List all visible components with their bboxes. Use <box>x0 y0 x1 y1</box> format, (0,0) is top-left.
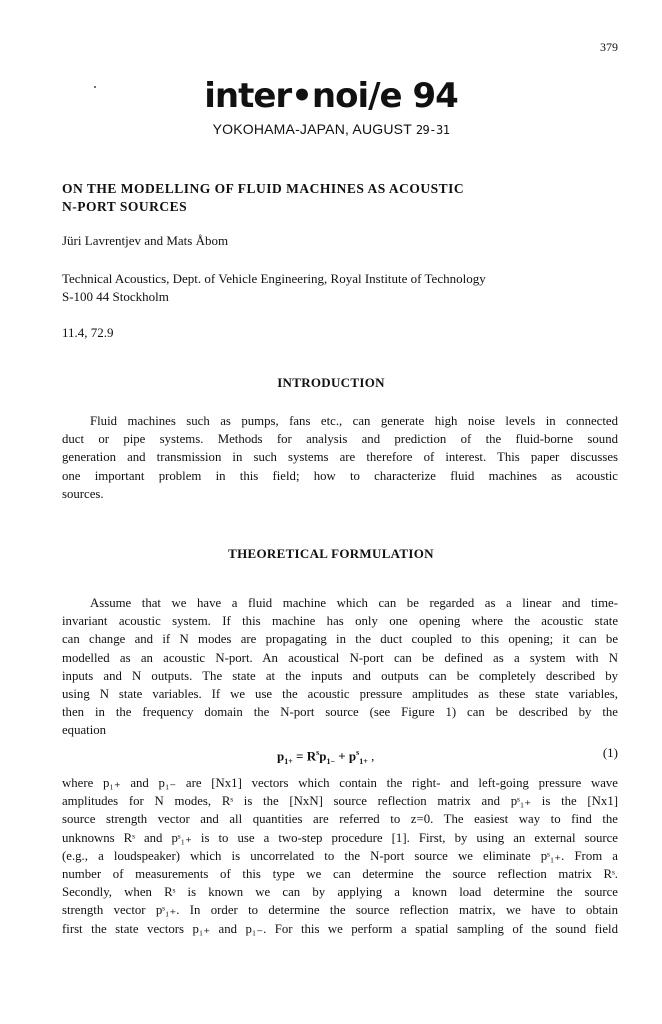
paragraph-line: Fluid machines such as pumps, fans etc., can generate high noise levels in connected <box>90 414 618 428</box>
paragraph-line: Secondly, when Rˢ is known we can by applying a known load determine the source <box>62 885 618 900</box>
paragraph-line: inputs and N outputs. The state at the inputs and outputs can be completely described by <box>62 668 618 683</box>
paragraph-line: (e.g., a loudspeaker) which is uncorrelated to the N-port source we eliminate pˢ₁₊. From a <box>62 848 618 863</box>
paragraph-line: can change and if N modes are propagating in the duct coupled to this opening; it can be <box>62 632 618 647</box>
conference-logo: inter•noi/e 94 <box>204 76 458 116</box>
paragraph-line: sources. <box>62 486 104 501</box>
theory-paragraph <box>62 594 618 768</box>
title-line-1: ON THE MODELLING OF FLUID MACHINES AS ACOUSTIC <box>62 181 465 196</box>
page-number: 379 <box>600 40 618 54</box>
paragraph-line: using N state variables. If we use the acoustic pressure amplitudes as these state variables, <box>62 686 618 701</box>
paragraph-line: duct or pipe systems. Methods for analysis and prediction of the fluid-borne sound <box>62 432 618 447</box>
paragraph-line: equation <box>62 723 107 738</box>
paragraph-line: amplitudes for N modes, Rˢ is the [NxN] source reflection matrix and pˢ₁₊ is the [Nx1] <box>62 794 618 809</box>
introduction-paragraph <box>62 412 618 503</box>
paragraph-line: number of measurements of this type we can determine the source reflection matrix Rˢ. <box>62 866 618 881</box>
equation-block <box>62 740 618 768</box>
paragraph-line: one important problem in this field; how to characterize fluid machines as acoustic <box>62 468 618 483</box>
title-line-2: N-PORT SOURCES <box>62 199 188 214</box>
affiliation-line-2: S-100 44 Stockholm <box>62 289 169 304</box>
paragraph-line: then in the frequency domain the N-port source (see Figure 1) can be described by the <box>62 705 618 720</box>
affiliation <box>62 270 486 306</box>
paragraph-line: where p₁₊ and p₁₋ are [Nx1] vectors which contain the right- and left-going pressure wave <box>62 776 618 790</box>
paragraph-line: modelled as an acoustic N-port. An acoustical N-port can be defined as a system with N <box>62 650 618 665</box>
introduction-heading: INTRODUCTION <box>277 375 385 390</box>
paragraph-line: strength vector pˢ₁₊. In order to determine the source reflection matrix, we have to obtain <box>62 903 618 918</box>
equation-number: (1) <box>602 744 618 760</box>
classification-codes: 11.4, 72.9 <box>62 325 114 340</box>
equation: $p_{1+} = R^sp_{1-} + p^s_{1+}$ , <box>277 747 375 766</box>
paragraph-line: invariant acoustic system. If this machine has only one opening where the acoustic state <box>62 614 618 629</box>
paragraph-line: Assume that we have a fluid machine which can be regarded as a linear and time- <box>90 596 618 610</box>
conference-dates: 29-31 <box>415 123 450 137</box>
paragraph-line: source strength vector and all quantities are referred to z=0. The easiest way to find the <box>62 812 618 827</box>
theory-heading: THEORETICAL FORMULATION <box>228 546 434 561</box>
paragraph-line: generation and transmission in such systems are therefore of interest. This paper discusses <box>62 450 618 465</box>
authors: Jüri Lavrentjev and Mats Åbom <box>62 233 229 248</box>
paragraph-line: first the state vectors p₁₊ and p₁₋. For this we perform a spatial sampling of the sound field <box>62 921 618 936</box>
paragraph-line: unknowns Rˢ and pˢ₁₊ is to use a two-step procedure [1]. First, by using an external source <box>62 830 618 845</box>
paper-title <box>62 180 602 216</box>
theory-paragraph-continued <box>62 774 618 938</box>
affiliation-line-1: Technical Acoustics, Dept. of Vehicle Engineering, Royal Institute of Technology <box>62 271 486 286</box>
conference-location: YOKOHAMA-JAPAN, AUGUST <box>212 121 412 137</box>
conference-info <box>0 121 662 137</box>
